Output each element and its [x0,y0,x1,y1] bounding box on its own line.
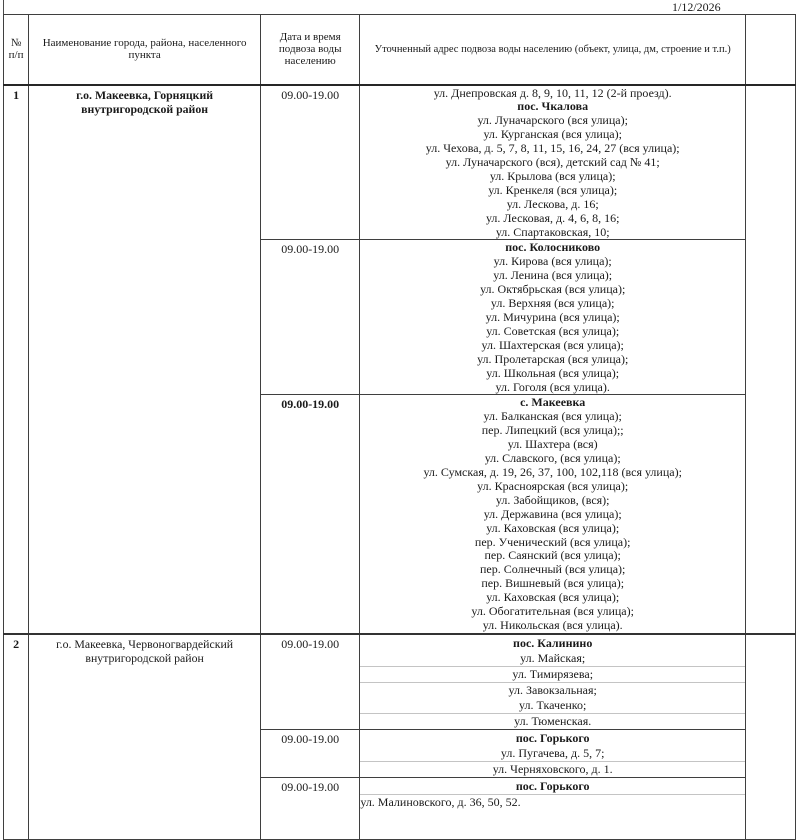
address-line: ул. Малиновского, д. 36, 50, 52. [360,794,521,809]
page-date: 1/12/2026 [672,0,721,14]
address-line: ул. Курганская (вся улица); [483,127,622,142]
address-line: ул. Ленина (вся улица); [493,268,613,283]
address-line: ул. Кирова (вся улица); [493,254,612,269]
address-line: пер. Саянский (вся улица); [484,548,621,563]
header-truncated-column [746,15,796,85]
address-line: ул. Завокзальная; [508,682,597,697]
delivery-time-cell: 09.00-19.00 [261,729,360,777]
address-line: ул. Кренкеля (вся улица); [488,182,618,197]
header-row-number: № п/п [4,15,29,85]
delivery-time-cell: 09.00-19.00 [261,85,360,240]
address-line: ул. Гоголя (вся улица). [495,379,610,394]
address-line: ул. Тимирязева; [360,667,745,683]
address-line: ул. Балканская (вся улица); [483,409,622,424]
address-line: ул. Школьная (вся улица); [486,365,620,380]
address-cell [360,395,746,634]
address-cell [360,240,746,395]
address-line: ул. Славского, (вся улица); [484,451,621,466]
row-number-cell: 2 [4,634,29,840]
address-line: ул. Октябрьская (вся улица); [480,282,626,297]
address-line: пер. Ученический (вся улица); [474,534,631,549]
settlement-title: пос. Чкалова [517,99,589,114]
delivery-time-cell: 09.00-19.00 [261,634,360,730]
table-subrow [4,634,796,730]
address-line: ул. Чехова, д. 5, 7, 8, 11, 15, 16, 24, 27 (вся улица); [425,141,680,156]
address-line: ул. Майская; [360,651,745,667]
address-line: пер. Вишневый (вся улица); [481,576,625,591]
address-line: ул. Никольская (вся улица). [482,617,623,632]
address-line: ул. Пугачева, д. 5, 7; [360,746,745,762]
address-line: ул. Ткаченко; [360,698,745,714]
address-line: ул. Спартаковская, 10; [495,224,610,239]
address-line: ул. Мичурина (вся улица); [485,310,620,324]
address-cell [360,634,746,730]
address-line: ул. Каховская (вся улица); [486,590,620,605]
address-line: ул. Верхняя (вся улица); [490,296,615,311]
settlement-title: пос. Горького [360,779,745,795]
address-line: ул. Лесковая, д. 4, 6, 8, 16; [485,210,620,225]
truncated-column-cell [746,634,796,840]
settlement-title: пос. Калинино [513,635,593,650]
table-header-row [4,15,796,85]
address-line: ул. Днепровская д. 8, 9, 10, 11, 12 (2-й проезд). [433,85,672,100]
header-locality-name: Наименование города, района, населенного пункта [29,15,261,85]
delivery-time-cell: 09.00-19.00 [261,240,360,395]
locality-name-cell: г.о. Макеевка, Горняцкий внутригородской район [29,85,261,634]
table-subrow [4,85,796,240]
delivery-time-cell: 09.00-19.00 [261,395,360,634]
address-line: ул. Державина (вся улица); [483,506,622,521]
address-line: ул. Сумская, д. 19, 26, 37, 100, 102,118 (вся улица); [423,465,682,479]
header-date-time: Дата и время подвоза воды населению [261,15,360,85]
address-cell [360,777,746,839]
address-line: ул. Лескова, д. 16; [506,196,599,211]
address-cell [360,85,746,240]
address-line: пер. Солнечный (вся улица); [480,562,626,577]
header-address: Уточненный адрес подвоза воды населению (объект, улица, дм, строение и т.п.) [360,15,746,85]
address-line: ул. Каховская (вся улица); [486,520,620,535]
address-line: пер. Липецкий (вся улица);; [481,423,624,438]
water-delivery-table [3,14,796,840]
locality-name-cell: г.о. Макеевка, Червоногвардейский внутригородской район [29,634,261,840]
settlement-title: пос. Горького [515,730,590,745]
truncated-column-cell [746,85,796,634]
address-line: ул. Пролетарская (вся улица); [477,351,629,366]
address-line: ул. Советская (вся улица); [486,323,620,338]
address-line: ул. Забойщиков, (вся); [495,492,610,507]
row-number-cell: 1 [4,85,29,634]
address-line: ул. Тюменская. [514,713,592,728]
settlement-title: пос. Колосниково [505,240,601,255]
address-line: ул. Крылова (вся улица); [489,168,616,183]
address-line: ул. Луначарского (вся), детский сад № 41; [445,155,660,170]
delivery-time-cell: 09.00-19.00 [261,777,360,839]
address-cell [360,729,746,777]
address-line: ул. Шахтера (вся) [507,437,598,452]
settlement-title: с. Макеевка [520,395,586,410]
address-line: ул. Черняховского, д. 1. [492,761,613,776]
address-line: ул. Луначарского (вся улица); [477,113,628,128]
address-line: ул. Красноярская (вся улица); [477,478,629,493]
address-line: ул. Обогатительная (вся улица); [471,604,634,619]
address-line: ул. Шахтерская (вся улица); [481,337,624,352]
